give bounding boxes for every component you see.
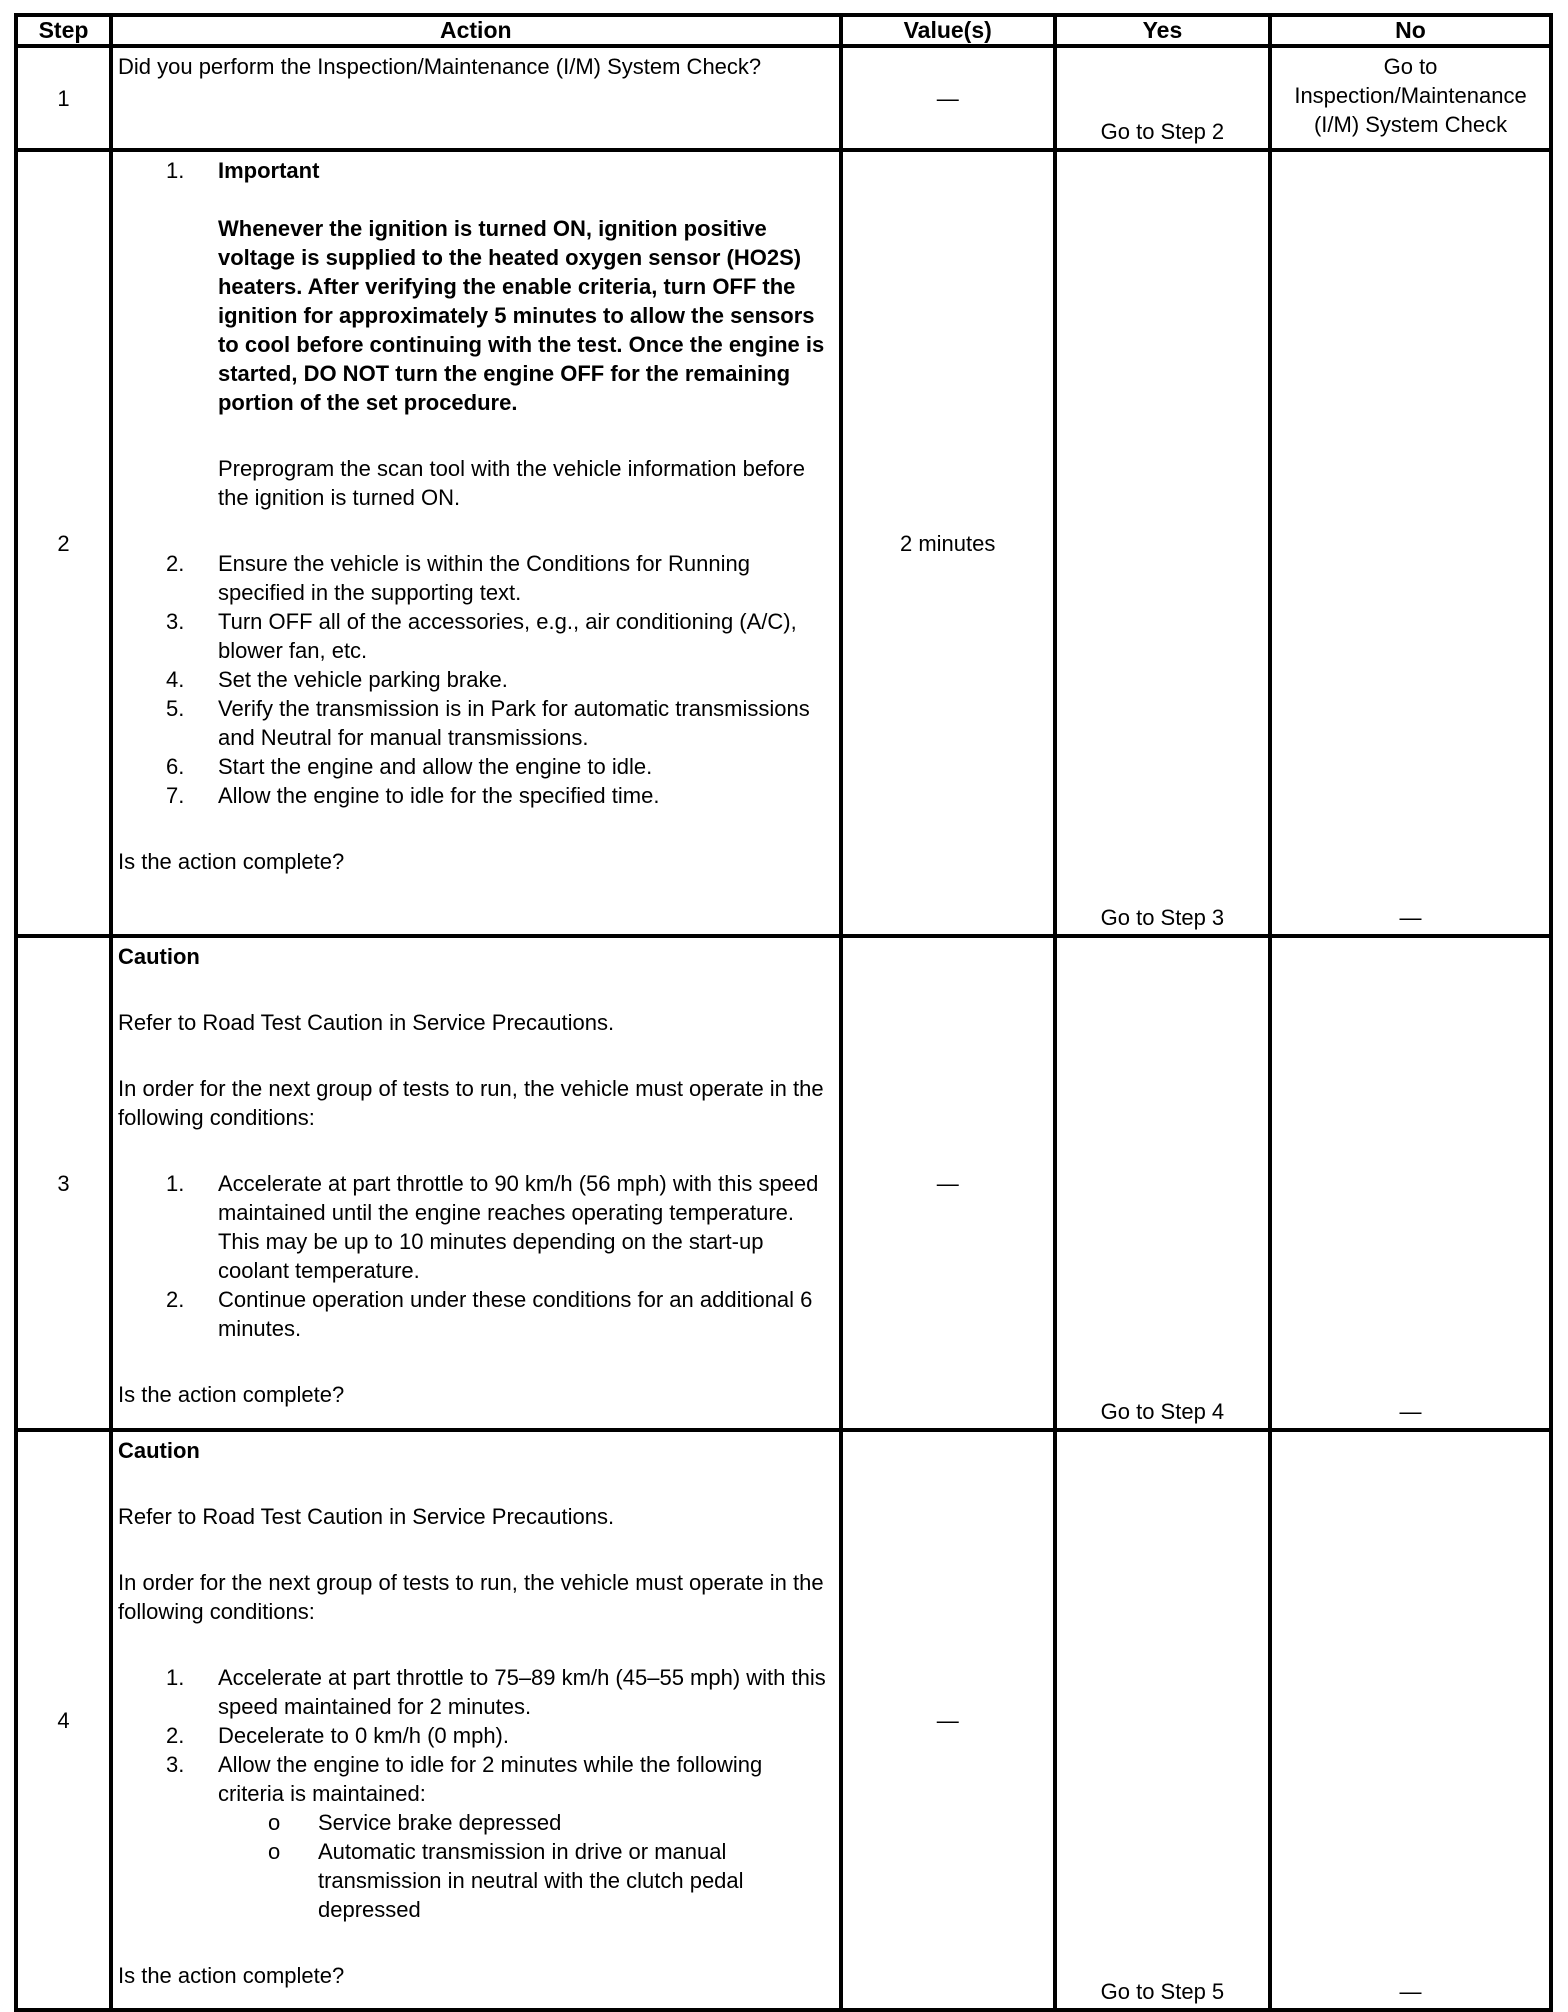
item-number: 2. [165, 551, 185, 576]
no-text-line-3: (I/M) System Check [1313, 112, 1508, 137]
no-text-line-1: Go to [1383, 54, 1438, 79]
list-item [118, 694, 833, 752]
list-item [118, 1169, 833, 1285]
value-cell: — [841, 46, 1055, 150]
no-cell [1270, 150, 1551, 936]
item-number: 4. [165, 667, 185, 692]
table-row-step-1 [16, 46, 1551, 150]
item-number: 2. [165, 1287, 185, 1312]
action-cell [111, 1430, 841, 2010]
list-item [118, 607, 833, 665]
item-number: 1. [165, 1171, 185, 1196]
item-number: 5. [165, 696, 185, 721]
table-row-step-4 [16, 1430, 1551, 2010]
action-cell [111, 936, 841, 1430]
no-text: — [1399, 905, 1422, 930]
list-item [118, 1721, 833, 1750]
procedure-list [118, 156, 833, 810]
yes-text: Go to Step 2 [1100, 119, 1225, 144]
item-text: Accelerate at part throttle to 75–89 km/h (45–55 mph) with this speed maintained for 2 minutes. [217, 1665, 826, 1719]
bullet-icon: o [267, 1839, 281, 1864]
item-text: Allow the engine to idle for the specified time. [217, 783, 660, 808]
no-cell [1270, 1430, 1551, 2010]
yes-cell [1055, 936, 1270, 1430]
criteria-text: Automatic transmission in drive or manual transmission in neutral with the clutch pedal depressed [317, 1839, 744, 1922]
table-row-step-2 [16, 150, 1551, 936]
yes-text: Go to Step 3 [1100, 905, 1225, 930]
caution-label: Caution [117, 1438, 200, 1463]
item-text: Ensure the vehicle is within the Conditions for Running specified in the supporting text. [217, 551, 750, 605]
step-number: 3 [16, 936, 111, 1430]
list-item [118, 1663, 833, 1721]
list-item [118, 781, 833, 810]
list-item [118, 752, 833, 781]
list-item [118, 1285, 833, 1343]
no-cell [1270, 936, 1551, 1430]
item-text: Accelerate at part throttle to 90 km/h (56 mph) with this speed maintained until the engine reaches operating temperature. This may be up to 10 minutes depending on the start-up coolant temperature. [217, 1171, 819, 1283]
criteria-item [118, 1837, 833, 1924]
item-text: Decelerate to 0 km/h (0 mph). [217, 1723, 509, 1748]
spacer [218, 417, 833, 446]
item-text: Set the vehicle parking brake. [217, 667, 508, 692]
step-number: 2 [16, 150, 111, 936]
header-step: Step [16, 15, 111, 46]
spacer [118, 810, 833, 839]
intro-text: In order for the next group of tests to run, the vehicle must operate in the following conditions: [117, 1570, 824, 1624]
item-text: Verify the transmission is in Park for automatic transmissions and Neutral for manual transmissions. [217, 696, 810, 750]
list-item [118, 156, 833, 549]
header-row [16, 15, 1551, 46]
spacer [218, 512, 833, 541]
item-number: 6. [165, 754, 185, 779]
step-number: 4 [16, 1430, 111, 2010]
action-cell [111, 150, 841, 936]
spacer [218, 185, 833, 214]
item-text: Start the engine and allow the engine to idle. [217, 754, 653, 779]
header-action: Action [111, 15, 841, 46]
caution-label: Caution [117, 944, 200, 969]
important-label: Important [217, 158, 320, 183]
diagnostic-table [14, 13, 1553, 2012]
no-text: — [1399, 1399, 1422, 1424]
action-content [113, 152, 839, 878]
no-text: — [1399, 1979, 1422, 2004]
item-number: 7. [165, 783, 185, 808]
item-number: 3. [165, 609, 185, 634]
refer-text: Refer to Road Test Caution in Service Precautions. [117, 1504, 615, 1529]
bullet-icon: o [267, 1810, 281, 1835]
item-text: Continue operation under these conditions for an additional 6 minutes. [217, 1287, 813, 1341]
item-number: 3. [165, 1752, 185, 1777]
question-text: Is the action complete? [117, 1382, 345, 1407]
value-cell: — [841, 936, 1055, 1430]
list-item [118, 549, 833, 607]
no-text [1272, 48, 1549, 139]
header-values: Value(s) [841, 15, 1055, 46]
item-number: 2. [165, 1723, 185, 1748]
no-text-line-2: Inspection/Maintenance [1294, 83, 1527, 108]
criteria-list [118, 1808, 833, 1924]
action-cell [111, 46, 841, 150]
value-cell: — [841, 1430, 1055, 2010]
question-text: Is the action complete? [117, 1963, 345, 1988]
header-yes: Yes [1055, 15, 1270, 46]
item-text: Allow the engine to idle for 2 minutes while the following criteria is maintained: [217, 1752, 763, 1806]
item-number: 1. [165, 158, 185, 183]
procedure-list [118, 1169, 833, 1343]
question-text: Is the action complete? [117, 849, 345, 874]
item-number: 1. [165, 1665, 185, 1690]
header-no: No [1270, 15, 1551, 46]
item-text: Turn OFF all of the accessories, e.g., air conditioning (A/C), blower fan, etc. [217, 609, 797, 663]
step-number: 1 [16, 46, 111, 150]
action-text: Did you perform the Inspection/Maintenance (I/M) System Check? [117, 54, 762, 79]
preprogram-text: Preprogram the scan tool with the vehicle information before the ignition is turned ON. [217, 456, 805, 510]
yes-cell [1055, 46, 1270, 150]
value-cell: 2 minutes [841, 150, 1055, 936]
list-item [118, 1750, 833, 1924]
yes-text: Go to Step 5 [1100, 1979, 1225, 2004]
criteria-item [118, 1808, 833, 1837]
yes-cell [1055, 150, 1270, 936]
refer-text: Refer to Road Test Caution in Service Precautions. [117, 1010, 615, 1035]
no-cell [1270, 46, 1551, 150]
yes-text: Go to Step 4 [1100, 1399, 1225, 1424]
yes-cell [1055, 1430, 1270, 2010]
important-text: Whenever the ignition is turned ON, ignition positive voltage is supplied to the heated oxygen sensor (HO2S) heaters. After verifying the enable criteria, turn OFF the ignition for approximately 5 minutes to allow the sensors to cool before continuing with the test. Once the engine is started, DO NOT turn the engine OFF for the remaining portion of the set procedure. [217, 216, 825, 415]
action-content [113, 938, 839, 1411]
intro-text: In order for the next group of tests to run, the vehicle must operate in the following conditions: [117, 1076, 824, 1130]
procedure-list [118, 1663, 833, 1924]
table-row-step-3 [16, 936, 1551, 1430]
list-item [118, 665, 833, 694]
action-content [113, 1432, 839, 1992]
criteria-text: Service brake depressed [317, 1810, 562, 1835]
